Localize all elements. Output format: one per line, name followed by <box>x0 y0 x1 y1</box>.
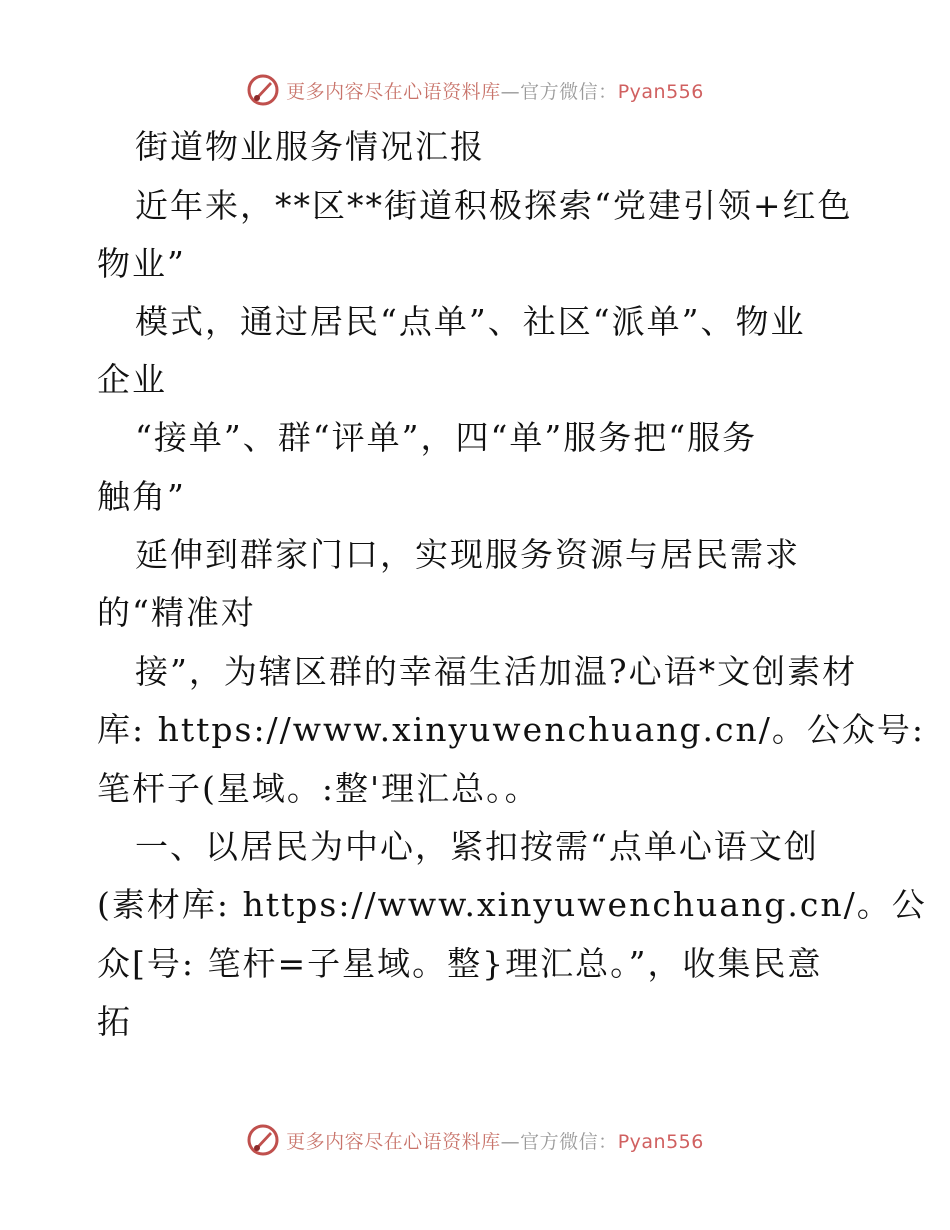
banner-main-text: 更多内容尽在心语资料库 <box>286 1130 501 1153</box>
header-watermark-banner <box>0 70 950 110</box>
paragraph-line: 企业 <box>97 360 167 399</box>
paragraph-line: 库: https://www.xinyuwenchuang.cn/。公众号: <box>97 710 925 749</box>
paragraph-line: 模式，通过居民“点单”、社区“派单”、物业 <box>135 302 806 341</box>
banner-dash: — <box>500 80 521 103</box>
paragraph-line: 近年来，**区**街道积极探索“党建引领+红色 <box>135 186 853 225</box>
document-title: 街道物业服务情况汇报 <box>135 127 485 166</box>
paragraph-line: 的“精准对 <box>97 593 256 632</box>
paragraph-line: 延伸到群家门口，实现服务资源与居民需求 <box>135 535 800 574</box>
banner-text <box>286 1127 704 1154</box>
brush-logo-icon <box>246 1123 280 1157</box>
paragraph-line: 物业” <box>97 244 186 283</box>
banner-wechat-label: 官方微信： <box>520 80 618 103</box>
brush-logo-icon <box>246 73 280 107</box>
banner-wechat-label: 官方微信： <box>520 1130 618 1153</box>
paragraph-line: 众[号: 笔杆=子星域。整}理汇总。”，收集民意 <box>97 944 823 983</box>
paragraph-line: 触角” <box>97 477 186 516</box>
paragraph-line: 接”，为辖区群的幸福生活加温?心语*文创素材 <box>135 652 858 691</box>
paragraph-line: (素材库: https://www.xinyuwenchuang.cn/。公 <box>97 885 927 924</box>
banner-wechat-account: Pyan556 <box>617 80 704 103</box>
footer-watermark-banner <box>0 1120 950 1160</box>
paragraph-line: “接单”、群“评单”，四“单”服务把“服务 <box>135 418 758 457</box>
banner-main-text: 更多内容尽在心语资料库 <box>286 80 501 103</box>
banner-wechat-account: Pyan556 <box>617 1130 704 1153</box>
banner-dash: — <box>500 1130 521 1153</box>
paragraph-line: 拓 <box>97 1002 132 1041</box>
paragraph-line: 一、以居民为中心，紧扣按需“点单心语文创 <box>135 827 819 866</box>
paragraph-line: 笔杆子(星域。:整'理汇总。。 <box>97 769 540 808</box>
banner-text <box>286 77 704 104</box>
